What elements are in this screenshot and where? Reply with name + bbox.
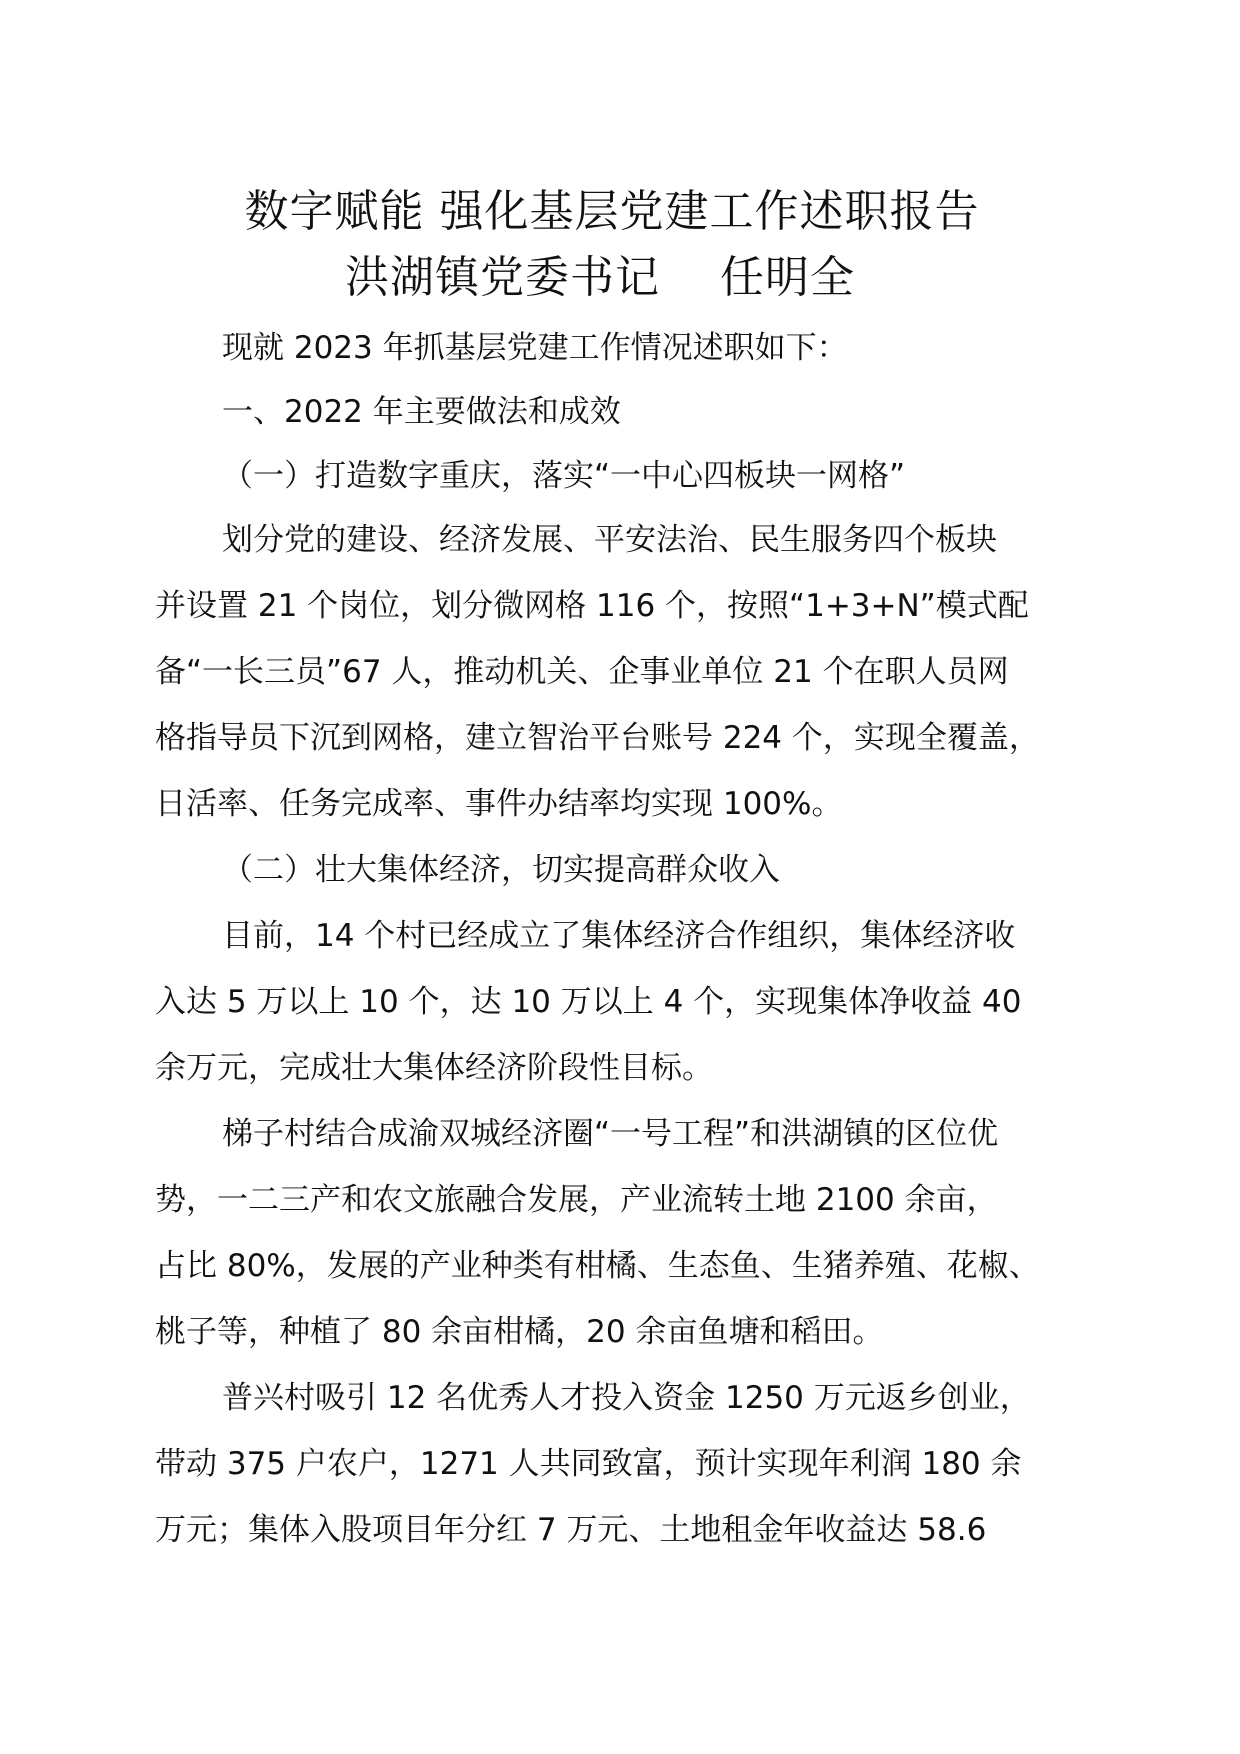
paragraph-line: 备“一长三员”67 人，推动机关、企事业单位 21 个在职人员网 (155, 654, 1009, 690)
paragraph-line: 并设置 21 个岗位，划分微网格 116 个，按照“1+3+N”模式配 (155, 588, 1029, 624)
paragraph-line: 目前，14 个村已经成立了集体经济合作组织，集体经济收 (222, 918, 1016, 954)
paragraph-line: 划分党的建设、经济发展、平安法治、民生服务四个板块 (222, 522, 997, 558)
paragraph-line: 万元；集体入股项目年分红 7 万元、土地租金年收益达 58.6 (155, 1512, 987, 1548)
paragraph-line: 桃子等，种植了 80 余亩柑橘，20 余亩鱼塘和稻田。 (155, 1314, 884, 1350)
report-author: 洪湖镇党委书记 任明全 (345, 252, 855, 303)
subsection-heading-1: （一）打造数字重庆，落实“一中心四板块一网格” (222, 458, 906, 494)
paragraph-line: 带动 375 户农户，1271 人共同致富，预计实现年利润 180 余 (155, 1446, 1022, 1482)
paragraph-line: 占比 80%，发展的产业种类有柑橘、生态鱼、生猪养殖、花椒、 (155, 1248, 1040, 1284)
paragraph-line: 势，一二三产和农文旅融合发展，产业流转土地 2100 余亩， (155, 1182, 998, 1218)
subsection-heading-2: （二）壮大集体经济，切实提高群众收入 (222, 852, 780, 888)
paragraph-line: 日活率、任务完成率、事件办结率均实现 100%。 (155, 786, 843, 822)
paragraph-line: 入达 5 万以上 10 个，达 10 万以上 4 个，实现集体净收益 40 (155, 984, 1022, 1020)
paragraph-line: 普兴村吸引 12 名优秀人才投入资金 1250 万元返乡创业， (222, 1380, 1031, 1416)
report-title: 数字赋能 强化基层党建工作述职报告 (244, 186, 980, 237)
intro-line: 现就 2023 年抓基层党建工作情况述职如下： (222, 330, 848, 366)
paragraph-line: 余万元，完成壮大集体经济阶段性目标。 (155, 1050, 713, 1086)
paragraph-line: 格指导员下沉到网格，建立智治平台账号 224 个，实现全覆盖， (155, 720, 1040, 756)
paragraph-line: 梯子村结合成渝双城经济圈“一号工程”和洪湖镇的区位优 (222, 1116, 999, 1152)
section-heading-1: 一、2022 年主要做法和成效 (222, 394, 621, 430)
